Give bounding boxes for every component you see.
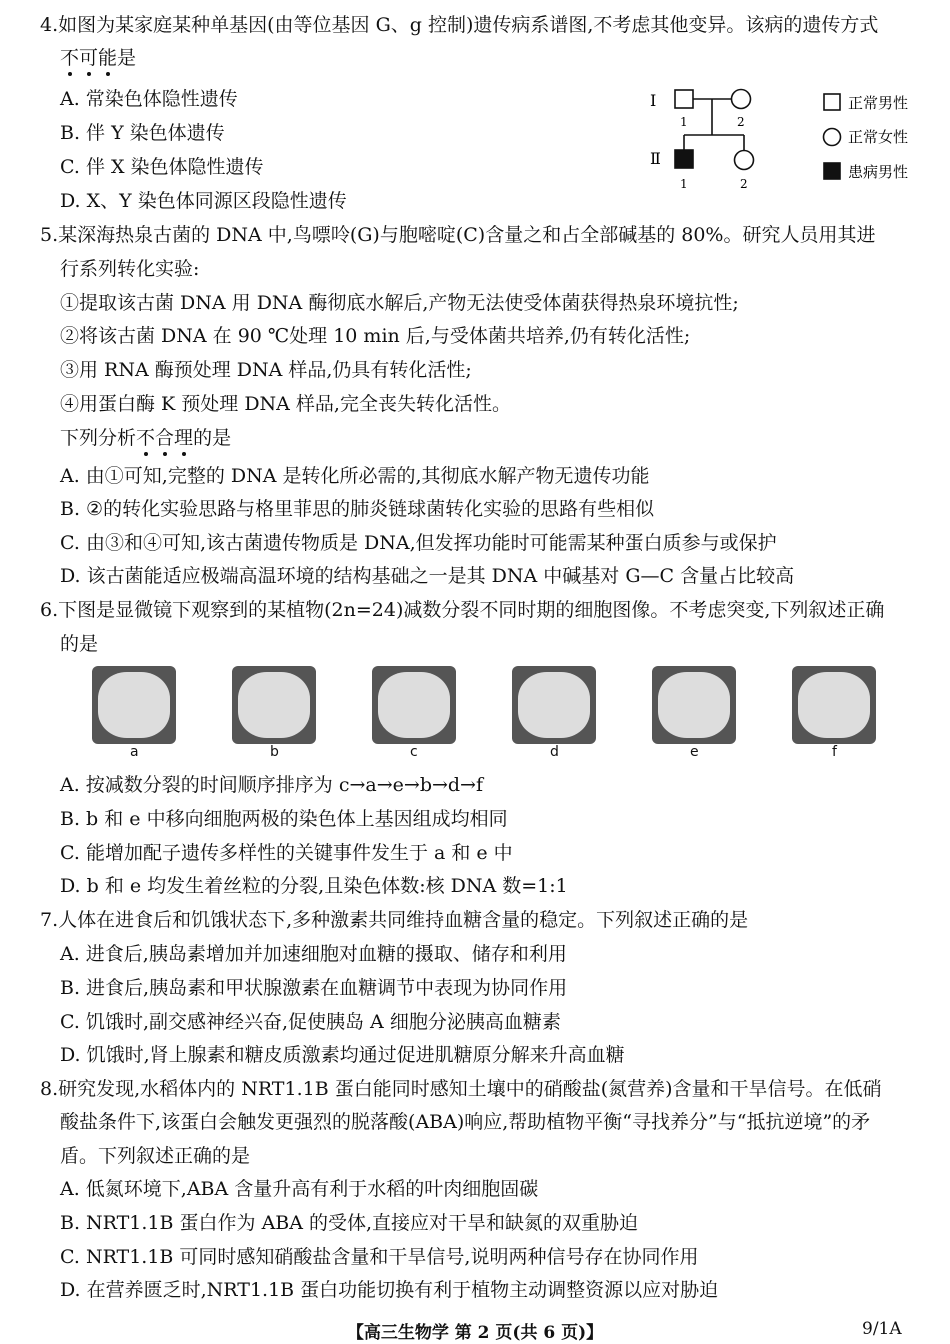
q5-option-a: A. 由①可知,完整的 DNA 是转化所必需的,其彻底水解产物无遗传功能 <box>60 465 650 487</box>
q5-option-b: B. ②的转化实验思路与格里菲思的肺炎链球菌转化实验的思路有些相似 <box>60 498 655 520</box>
micrograph-label-e: e <box>690 744 699 760</box>
micrograph-f <box>792 666 876 744</box>
q8-stem-line3: 盾。下列叙述正确的是 <box>60 1145 251 1167</box>
q6-option-b: B. b 和 e 中移向细胞两极的染色体上基因组成均相同 <box>60 808 508 830</box>
emphasis-char: 理 <box>174 427 194 449</box>
emphasis-char: 能 <box>98 47 118 69</box>
q6-stem-line1: 6.下图是显微镜下观察到的某植物(2n=24)减数分裂不同时期的细胞图像。不考虑突变,下列叙述正确 <box>40 599 885 621</box>
page-footer: 【高三生物学 第 2 页(共 6 页)】 <box>346 1323 604 1343</box>
emphasis-char: 不 <box>60 47 80 69</box>
micrograph-a <box>92 666 176 744</box>
q5-step-4: ④用蛋白酶 K 预处理 DNA 样品,完全丧失转化活性。 <box>60 393 511 415</box>
legend-affected-male: 患病男性 <box>848 163 909 181</box>
q7-option-d: D. 饥饿时,肾上腺素和糖皮质激素均通过促进肌糖原分解来升高血糖 <box>60 1044 625 1066</box>
emphasis-char: 合 <box>155 427 175 449</box>
micrograph-label-c: c <box>410 744 418 760</box>
emphasis-char: 不 <box>136 427 156 449</box>
micrograph-d <box>512 666 596 744</box>
q7-option-b: B. 进食后,胰岛素和甲状腺激素在血糖调节中表现为协同作用 <box>60 977 568 999</box>
q5-option-c: C. 由③和④可知,该古菌遗传物质是 DNA,但发挥功能时可能需某种蛋白质参与或保护 <box>60 532 777 554</box>
q4-emphasis-text <box>60 47 117 69</box>
q8-option-b: B. NRT1.1B 蛋白作为 ABA 的受体,直接应对干旱和缺氮的双重胁迫 <box>60 1212 639 1234</box>
pedigree-gen1-label: Ⅰ <box>650 91 657 110</box>
micrograph-label-a: a <box>130 744 139 760</box>
q5-prompt <box>60 425 231 451</box>
legend-normal-male-icon <box>824 94 840 110</box>
q7-option-c: C. 饥饿时,副交感神经兴奋,促使胰岛 A 细胞分泌胰高血糖素 <box>60 1011 561 1033</box>
legend-normal-male: 正常男性 <box>848 94 909 112</box>
q8-option-d: D. 在营养匮乏时,NRT1.1B 蛋白功能切换有利于植物主动调整资源以应对胁迫 <box>60 1279 719 1301</box>
legend-normal-female: 正常女性 <box>848 128 909 146</box>
q4-stem-line2 <box>60 45 136 71</box>
q8-option-a: A. 低氮环境下,ABA 含量升高有利于水稻的叶肉细胞固碳 <box>60 1178 539 1200</box>
page-code: 9/1A <box>862 1319 902 1339</box>
q6-option-d: D. b 和 e 均发生着丝粒的分裂,且染色体数:核 DNA 数=1:1 <box>60 875 568 897</box>
q4-option-b: B. 伴 Y 染色体遗传 <box>60 122 225 144</box>
q5-emphasis-word <box>136 427 193 449</box>
q5-prompt-post: 的是 <box>193 427 232 449</box>
pedigree-female-1 <box>732 90 751 109</box>
pedigree-affected-male <box>675 150 693 168</box>
q4-option-a: A. 常染色体隐性遗传 <box>60 88 238 110</box>
q6-option-c: C. 能增加配子遗传多样性的关键事件发生于 a 和 e 中 <box>60 842 513 864</box>
pedigree-number: 1 <box>680 115 688 129</box>
q6-option-a: A. 按减数分裂的时间顺序排序为 c→a→e→b→d→f <box>60 774 484 796</box>
micrograph-c <box>372 666 456 744</box>
q5-step-1: ①提取该古菌 DNA 用 DNA 酶彻底水解后,产物无法使受体菌获得热泉环境抗性; <box>60 292 739 314</box>
pedigree-number: 1 <box>680 177 688 191</box>
micrograph-label-d: d <box>550 744 559 760</box>
q4-stem-tail: 是 <box>117 47 137 69</box>
pedigree-male-1 <box>675 90 693 108</box>
q4-stem-line1: 4.如图为某家庭某种单基因(由等位基因 G、g 控制)遗传病系谱图,不考虑其他变异。该病的遗传方式 <box>40 14 879 36</box>
pedigree-number: 2 <box>740 177 748 191</box>
q6-stem-line2: 的是 <box>60 633 99 655</box>
q5-step-2: ②将该古菌 DNA 在 90 ℃处理 10 min 后,与受体菌共培养,仍有转化活性; <box>60 325 691 347</box>
micrograph-e <box>652 666 736 744</box>
q5-emphasis-text <box>136 427 193 449</box>
pedigree-number: 2 <box>737 115 745 129</box>
q8-stem-line2: 酸盐条件下,该蛋白会触发更强烈的脱落酸(ABA)响应,帮助植物平衡“寻找养分”与“抵抗逆境”的矛 <box>60 1111 871 1133</box>
q5-prompt-pre: 下列分析 <box>60 427 137 449</box>
pedigree-female-2 <box>735 151 754 170</box>
legend-normal-female-icon <box>824 129 841 146</box>
micrograph-label-f: f <box>832 744 837 760</box>
pedigree-diagram <box>640 78 930 198</box>
q7-stem: 7.人体在进食后和饥饿状态下,多种激素共同维持血糖含量的稳定。下列叙述正确的是 <box>40 909 749 931</box>
q5-step-3: ③用 RNA 酶预处理 DNA 样品,仍具有转化活性; <box>60 359 472 381</box>
pedigree-gen2-label: Ⅱ <box>650 149 661 168</box>
q4-option-d: D. X、Y 染色体同源区段隐性遗传 <box>60 190 347 212</box>
q8-option-c: C. NRT1.1B 可同时感知硝酸盐含量和干旱信号,说明两种信号存在协同作用 <box>60 1246 699 1268</box>
q8-stem-line1: 8.研究发现,水稻体内的 NRT1.1B 蛋白能同时感知土壤中的硝酸盐(氮营养)含量和干旱信号。在低硝 <box>40 1078 882 1100</box>
legend-affected-male-icon <box>824 163 840 179</box>
q7-option-a: A. 进食后,胰岛素增加并加速细胞对血糖的摄取、储存和利用 <box>60 943 567 965</box>
q4-option-c: C. 伴 X 染色体隐性遗传 <box>60 156 264 178</box>
q5-stem-line2: 行系列转化实验: <box>60 258 200 280</box>
micrograph-label-b: b <box>270 744 279 760</box>
q5-stem-line1: 5.某深海热泉古菌的 DNA 中,鸟嘌呤(G)与胞嘧啶(C)含量之和占全部碱基的 80%。研究人员用其进 <box>40 224 876 246</box>
micrograph-b <box>232 666 316 744</box>
emphasis-char: 可 <box>79 47 99 69</box>
q5-option-d: D. 该古菌能适应极端高温环境的结构基础之一是其 DNA 中碱基对 G—C 含量占比较高 <box>60 565 795 587</box>
